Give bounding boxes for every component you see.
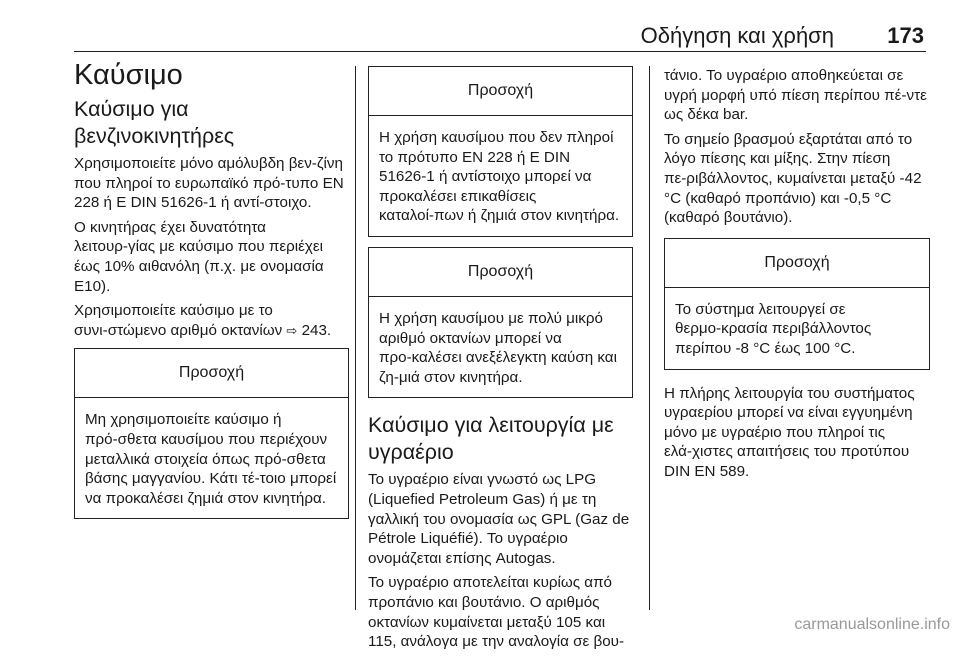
main-heading: Καύσιμο bbox=[74, 59, 183, 91]
page-reference-link[interactable]: 243. bbox=[301, 321, 332, 339]
page-reference-arrow-icon: ⇨ bbox=[286, 322, 298, 338]
page-number: 173 bbox=[887, 23, 924, 48]
subheading-petrol: Καύσιμο για βενζινοκινητήρες bbox=[74, 97, 235, 148]
caution-body: Η χρήση καυσίμου με πολύ μικρό αριθμό οκτανίων μπορεί να προ‑καλέσει ανεξέλεγκτη καύση και ζη‑μιά στον κινητήρα. bbox=[379, 309, 617, 386]
caution-title: Προσοχή bbox=[665, 239, 929, 288]
paragraph: Το σημείο βρασμού εξαρτάται από το λόγο πίεσης και μίξης. Στην πίεση πε‑ριβάλλοντος, κυμαίνεται μεταξύ -42 °C (καθαρό προπάνιο) και -0,5 °C (καθαρό βουτάνιο). bbox=[664, 130, 922, 227]
column-divider bbox=[649, 66, 650, 610]
caution-title: Προσοχή bbox=[369, 67, 632, 116]
column-divider bbox=[355, 66, 356, 610]
watermark: carmanualsonline.info bbox=[794, 616, 950, 633]
paragraph: τάνιο. Το υγραέριο αποθηκεύεται σε υγρή μορφή υπό πίεση περίπου πέ‑ντε ως δέκα bar. bbox=[664, 67, 927, 124]
caution-body: Μη χρησιμοποιείτε καύσιμο ή πρό‑σθετα καυσίμου που περιέχουν μεταλλικά στοιχεία όπως πρό‑σθετα βάσης μαγγανίου. Κάτι τέ‑τοιο μπορεί να προκαλέσει ζημιά στον κινητήρα. bbox=[85, 411, 337, 507]
column-right bbox=[664, 52, 930, 487]
paragraph: Το υγραέριο είναι γνωστό ως LPG (Liquefied Petroleum Gas) ή με τη γαλλική του ονομασία ως GPL (Gaz de Pétrole Liquéfié). Το υγραέριο ονομάζεται επίσης Autogas. bbox=[368, 471, 630, 567]
caution-box bbox=[368, 66, 633, 237]
caution-box bbox=[664, 238, 930, 370]
paragraph: Η πλήρης λειτουργία του συστήματος υγραερίου μπορεί να είναι εγγυημένη μόνο με υγραέριο που πληροί τις ελά‑χιστες απαιτήσεις του προτύπου DIN EN 589. bbox=[664, 384, 915, 480]
paragraph: Το υγραέριο αποτελείται κυρίως από προπάνιο και βουτάνιο. Ο αριθμός οκτανίων κυμαίνεται μεταξύ 105 και 115, ανάλογα με την αναλογία σε βου‑ bbox=[368, 574, 625, 651]
paragraph: Ο κινητήρας έχει δυνατότητα λειτουρ‑γίας με καύσιμο που περιέχει έως 10% αιθανόλη (π.χ. με ονομασία E10). bbox=[74, 218, 324, 295]
subheading-lpg: Καύσιμο για λειτουργία με υγραέριο bbox=[368, 413, 614, 465]
paragraph: Χρησιμοποιείτε μόνο αμόλυβδη βεν‑ζίνη που πληροί το ευρωπαϊκό πρό‑τυπο EN 228 ή E DIN 51626‑1 ή αντί‑στοιχο. bbox=[74, 155, 344, 212]
caution-title: Προσοχή bbox=[75, 349, 348, 398]
page-header bbox=[74, 0, 926, 50]
column-middle bbox=[368, 52, 633, 657]
paragraph-with-reference bbox=[74, 301, 349, 340]
reference-text: Χρησιμοποιείτε καύσιμο με το συνι‑στώμενο αριθμό οκτανίων bbox=[74, 302, 283, 339]
caution-body: Η χρήση καυσίμου που δεν πληροί το πρότυπο EN 228 ή E DIN 51626‑1 ή αντίστοιχο μπορεί να προκαλέσει επικαθίσεις καταλοί‑πων ή ζημιά στον κινητήρα. bbox=[379, 129, 620, 225]
caution-title: Προσοχή bbox=[369, 248, 632, 297]
column-left bbox=[74, 52, 349, 529]
caution-box bbox=[74, 348, 349, 519]
caution-box bbox=[368, 247, 633, 398]
caution-body: Το σύστημα λειτουργεί σε θερμο‑κρασία περιβάλλοντος περίπου -8 °C έως 100 °C. bbox=[675, 300, 872, 357]
section-title: Οδήγηση και χρήση bbox=[640, 23, 834, 48]
